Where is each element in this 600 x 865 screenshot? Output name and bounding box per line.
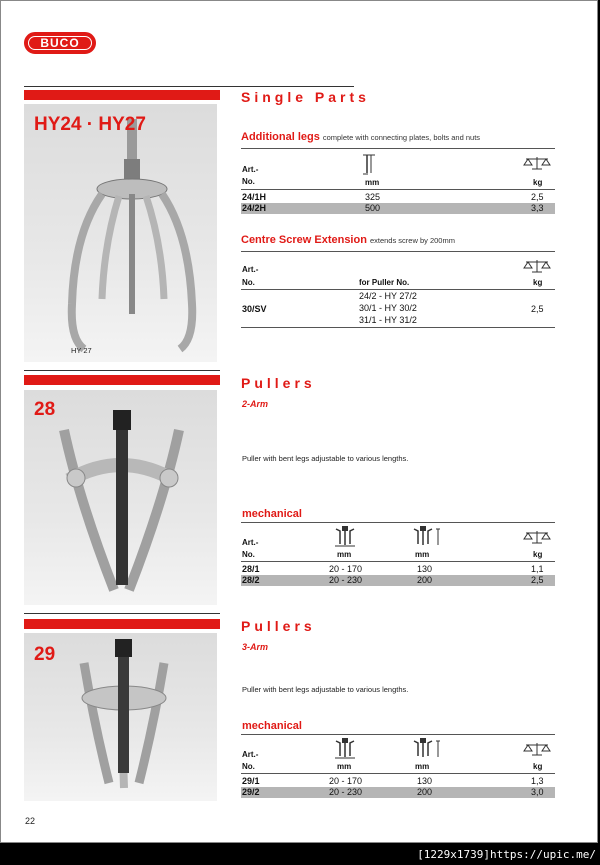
- table-rule: [241, 148, 555, 149]
- product-photo-28: [24, 390, 217, 605]
- red-header-bar: [24, 375, 220, 385]
- puller-28-table: [241, 564, 555, 588]
- table-rule: [241, 251, 555, 252]
- additional-legs-note: complete with connecting plates, bolts and nuts: [322, 133, 481, 142]
- header-kg: kg: [533, 278, 543, 287]
- for-puller-3: 31/1 - HY 31/2: [359, 315, 417, 325]
- section-subtitle: 3-Arm: [242, 642, 269, 652]
- depth-icon: [411, 737, 443, 759]
- art-no: 29/2: [242, 787, 260, 797]
- group-title: mechanical: [242, 508, 302, 520]
- puller-illustration: [24, 390, 217, 605]
- additional-legs-table: [241, 192, 555, 216]
- puller-illustration: [24, 104, 217, 362]
- art-no: 24/1H: [242, 192, 267, 202]
- depth-mm: 130: [417, 776, 433, 786]
- scale-icon: [523, 258, 551, 274]
- weight-kg: 3,0: [531, 787, 544, 797]
- product-photo-hy27: [24, 104, 217, 362]
- product-code: 29: [34, 644, 56, 665]
- page-number: 22: [25, 816, 36, 826]
- section-divider: [24, 86, 354, 87]
- table-row: [241, 564, 555, 575]
- image-source-footer: [1229x1739]https://upic.me/: [417, 848, 596, 861]
- art-no: 30/SV: [242, 304, 267, 314]
- art-no: 28/1: [242, 564, 260, 574]
- depth-mm: 200: [417, 575, 433, 585]
- group-title: mechanical: [242, 720, 302, 732]
- table-rule: [241, 561, 555, 562]
- table-rule: [241, 289, 555, 290]
- art-no: 28/2: [242, 575, 260, 585]
- spread-mm: 20 - 170: [329, 776, 363, 786]
- section-divider: [24, 370, 220, 371]
- puller-29-table: [241, 776, 555, 800]
- weight-kg: 1,3: [531, 776, 544, 786]
- product-code: HY24 · HY27: [34, 114, 146, 135]
- spread-mm: 20 - 170: [329, 564, 363, 574]
- header-no: No.: [242, 762, 255, 771]
- header-no: No.: [242, 550, 255, 559]
- header-art: Art.-: [242, 538, 259, 547]
- art-no: 24/2H: [242, 203, 267, 213]
- logo-text: BUCO: [28, 36, 92, 50]
- depth-mm: 130: [417, 564, 433, 574]
- table-row: [241, 575, 555, 586]
- weight-kg: 3,3: [531, 203, 544, 213]
- scale-icon: [523, 741, 551, 757]
- header-mm-2: mm: [415, 762, 430, 771]
- red-header-bar: [24, 90, 220, 100]
- art-no: 29/1: [242, 776, 260, 786]
- section-title: Pullers: [241, 618, 316, 634]
- centre-screw-title: Centre Screw Extension: [241, 234, 367, 246]
- header-kg: kg: [533, 178, 543, 187]
- spread-mm: 20 - 230: [329, 575, 363, 585]
- depth-icon: [411, 525, 443, 547]
- depth-mm: 200: [417, 787, 433, 797]
- buco-logo: [24, 32, 96, 54]
- table-row: [241, 787, 555, 798]
- weight-kg: 2,5: [531, 575, 544, 585]
- table-row: [241, 192, 555, 203]
- section-title: Single Parts: [241, 89, 370, 105]
- spread-mm: 20 - 230: [329, 787, 363, 797]
- weight-kg: 2,5: [531, 304, 544, 314]
- centre-screw-note: extends screw by 200mm: [369, 236, 455, 245]
- table-rule: [241, 189, 555, 190]
- weight-kg: 2,5: [531, 192, 544, 202]
- table-rule: [241, 734, 555, 735]
- section-title: Pullers: [241, 375, 316, 391]
- length-icon: [361, 153, 377, 177]
- header-no: No.: [242, 177, 255, 186]
- section-divider: [24, 613, 220, 614]
- spread-icon: [333, 737, 357, 759]
- header-for-puller: for Puller No.: [359, 278, 410, 287]
- product-description: Puller with bent legs adjustable to various lengths.: [242, 454, 409, 463]
- header-mm-1: mm: [337, 550, 352, 559]
- for-puller-1: 24/2 - HY 27/2: [359, 291, 417, 301]
- scale-icon: [523, 155, 551, 171]
- red-header-bar: [24, 619, 220, 629]
- header-no: No.: [242, 278, 255, 287]
- header-kg: kg: [533, 762, 543, 771]
- table-rule: [241, 522, 555, 523]
- photo-caption: HY 27: [71, 346, 92, 355]
- spread-icon: [333, 525, 357, 547]
- for-puller-2: 30/1 - HY 30/2: [359, 303, 417, 313]
- header-art: Art.-: [242, 165, 259, 174]
- product-description: Puller with bent legs adjustable to various lengths.: [242, 685, 409, 694]
- centre-screw-heading: [241, 234, 455, 246]
- table-rule: [241, 773, 555, 774]
- length-mm: 325: [365, 192, 381, 202]
- product-code: 28: [34, 399, 56, 420]
- section-subtitle: 2-Arm: [242, 399, 269, 409]
- header-mm-2: mm: [415, 550, 430, 559]
- table-row: [241, 776, 555, 787]
- table-rule: [241, 327, 555, 328]
- product-photo-29: [24, 633, 217, 801]
- scale-icon: [523, 529, 551, 545]
- header-art: Art.-: [242, 750, 259, 759]
- additional-legs-title: Additional legs: [241, 131, 320, 143]
- centre-screw-table: [241, 291, 555, 327]
- additional-legs-heading: [241, 131, 480, 143]
- table-row: [241, 203, 555, 214]
- length-mm: 500: [365, 203, 381, 213]
- header-mm: mm: [365, 178, 380, 187]
- header-mm-1: mm: [337, 762, 352, 771]
- header-kg: kg: [533, 550, 543, 559]
- header-art: Art.-: [242, 265, 259, 274]
- weight-kg: 1,1: [531, 564, 544, 574]
